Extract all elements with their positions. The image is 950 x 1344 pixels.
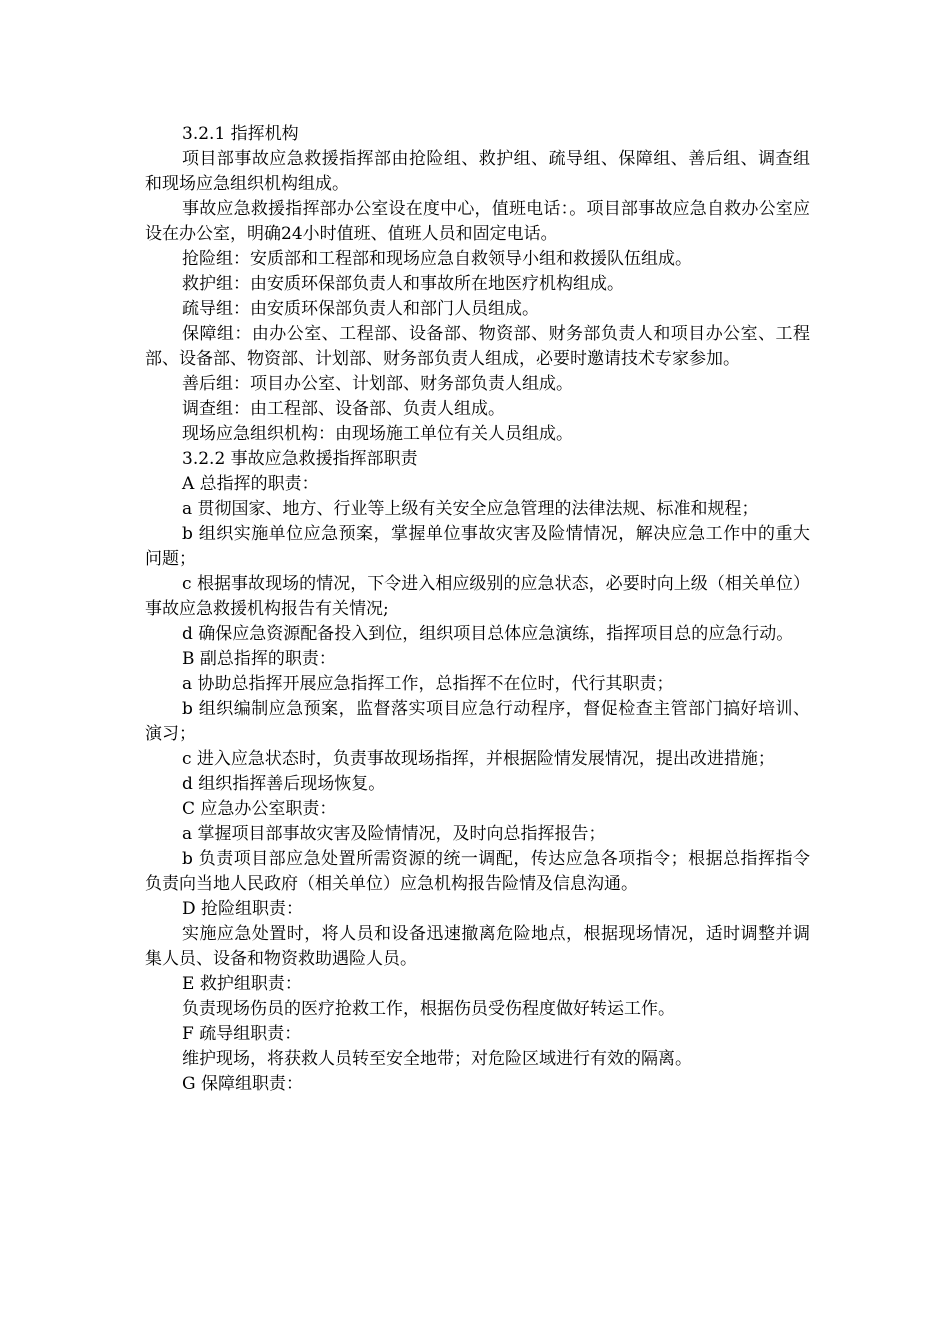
paragraph: c 根据事故现场的情况，下令进入相应级别的应急状态，必要时向上级（相关单位）事故应急救援机构报告有关情况; (145, 574, 810, 619)
paragraph: 事故应急救援指挥部办公室设在度中心，值班电话：。项目部事故应急自救办公室应设在办公室，明确24小时值班、值班人员和固定电话。 (145, 199, 810, 244)
document-page (145, 122, 810, 1097)
paragraph: 实施应急处置时，将人员和设备迅速撤离危险地点，根据现场情况，适时调整并调集人员、设备和物资救助遇险人员。 (145, 924, 810, 969)
paragraph: a 贯彻国家、地方、行业等上级有关安全应急管理的法律法规、标准和规程； (182, 499, 759, 519)
paragraph: b 组织编制应急预案，监督落实项目应急行动程序，督促检查主管部门搞好培训、演习； (145, 699, 810, 744)
section-heading: 3.2.2 事故应急救援指挥部职责 (182, 449, 418, 469)
section-heading: 3.2.1 指挥机构 (182, 124, 299, 144)
paragraph: 维护现场，将获救人员转至安全地带；对危险区域进行有效的隔离。 (182, 1049, 692, 1069)
paragraph: 抢险组：安质部和工程部和现场应急自救领导小组和救援队伍组成。 (182, 249, 692, 269)
subheading: E 救护组职责： (182, 974, 302, 994)
paragraph: 调查组：由工程部、设备部、负责人组成。 (182, 399, 505, 419)
subheading: B 副总指挥的职责： (182, 649, 336, 669)
subheading: D 抢险组职责： (182, 899, 304, 919)
paragraph: 负责现场伤员的医疗抢救工作，根据伤员受伤程度做好转运工作。 (182, 999, 675, 1019)
subheading: C 应急办公室职责： (182, 799, 337, 819)
paragraph: d 确保应急资源配备投入到位，组织项目总体应急演练，指挥项目总的应急行动。 (182, 624, 794, 644)
paragraph: c 进入应急状态时，负责事故现场指挥，并根据险情发展情况，提出改进措施； (182, 749, 775, 769)
paragraph: b 负责项目部应急处置所需资源的统一调配，传达应急各项指令；根据总指挥指令负责向当地人民政府（相关单位）应急机构报告险情及信息沟通。 (145, 849, 810, 894)
paragraph: 项目部事故应急救援指挥部由抢险组、救护组、疏导组、保障组、善后组、调查组和现场应急组织机构组成。 (145, 149, 810, 194)
subheading: A 总指挥的职责： (182, 474, 319, 494)
subheading: G 保障组职责： (182, 1074, 303, 1094)
paragraph: d 组织指挥善后现场恢复。 (182, 774, 386, 794)
paragraph: a 掌握项目部事故灾害及险情情况，及时向总指挥报告； (182, 824, 606, 844)
subheading: F 疏导组职责： (182, 1024, 302, 1044)
paragraph: 救护组：由安质环保部负责人和事故所在地医疗机构组成。 (182, 274, 624, 294)
paragraph: 现场应急组织机构：由现场施工单位有关人员组成。 (182, 424, 573, 444)
paragraph: a 协助总指挥开展应急指挥工作，总指挥不在位时，代行其职责； (182, 674, 674, 694)
paragraph: 疏导组：由安质环保部负责人和部门人员组成。 (182, 299, 539, 319)
paragraph: 善后组：项目办公室、计划部、财务部负责人组成。 (182, 374, 573, 394)
paragraph: 保障组：由办公室、工程部、设备部、物资部、财务部负责人和项目办公室、工程部、设备部、物资部、计划部、财务部负责人组成，必要时邀请技术专家参加。 (145, 324, 810, 369)
paragraph: b 组织实施单位应急预案，掌握单位事故灾害及险情情况，解决应急工作中的重大问题； (145, 524, 810, 569)
